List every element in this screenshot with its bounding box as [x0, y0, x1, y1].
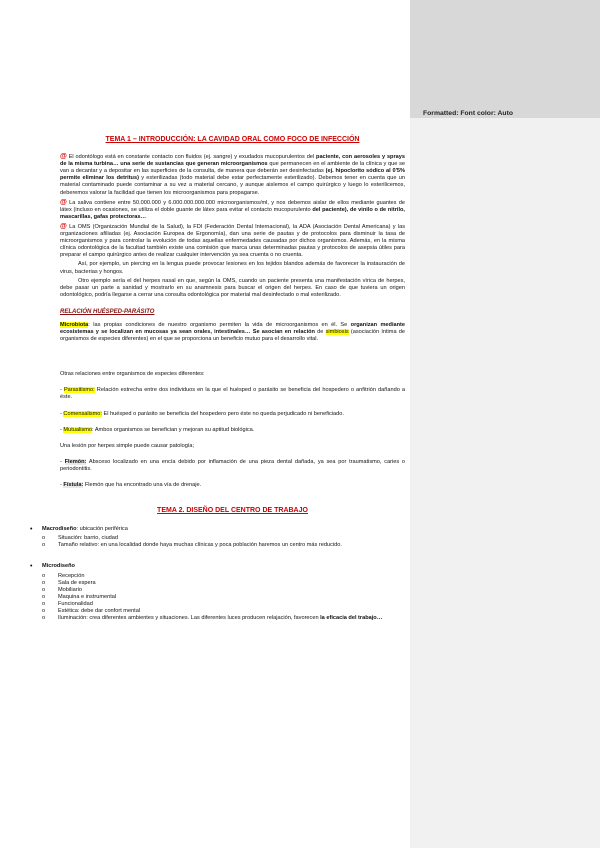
macro-sublist [42, 535, 405, 549]
tema2-list [28, 526, 405, 622]
item-fistula: - Fístula: Flemón que ha encontrado una vía de drenaje. [60, 482, 202, 488]
list-item: o Funcionalidad [42, 600, 93, 607]
bullet-icon: • [30, 526, 33, 534]
subheading-huesped-parasito: RELACIÓN HUÉSPED-PARÁSITO [60, 308, 155, 315]
bullet-icon: • [30, 563, 33, 571]
paragraph-piercing: Así, por ejemplo, un piercing en la lengua puede provocar lesiones en los tejidos blandos además de favorecer la instauración de virus, bacterias y hongos. [60, 261, 405, 275]
paragraph-odontologo: @ El odontólogo está en constante contacto con fluidos (ej. sangre) y exudados mucopurulentos del paciente, con aerosoles y sprays de la misma turbina… una serie de sustancias que generan microorganismos que permanecen en el ambiente de la clínica y que se van a decantar y a depositar en las superficies de la consulta, de manera que deberán ser desinfectadas (ej. hipoclorito sódico al 0'5% permite eliminar los detritus) y esterilizadas (todo material debe estar perfectamente esterilizado). Debemos tener en cuenta que un material contaminado puede contaminar a su vez a material cercano, y aunque aislemos el campo quirúrgico y luego lo esterilicemos, deberemos valorar la facilidad que tienen los microorganismos para propagarse. [60, 153, 405, 196]
list-item-iluminacion: o Iluminación: crea diferentes ambientes y situaciones. Las diferentes luces producen relajación, favorecen la eficacia del trabajo… [42, 615, 383, 622]
comment-margin-pane [410, 0, 600, 848]
paragraph-otras-relaciones: Otras relaciones entre organismos de especies diferentes: [60, 371, 205, 378]
paragraph-oms: @ La OMS (Organización Mundial de la Salud), la FDI (Federación Dental Internacional), la ADA (Asociación Dental Americana) y las organizaciones afiliadas (ej. Asociación Europea de Ergonomía), dan una serie de pautas y de protocolos para disminuir la tasa de microorganismos y para controlar la evolución de todas aquellas enfermedades causadas por dichos organismos. Además, en la misma clínica odontológica de la facultad también existe una comisión que marca unas determinadas pautas y protocolos de asepsia útiles para preparar el campo quirúrgico antes de realizar cualquier intervención ya sea cruenta o no cruenta. [60, 222, 405, 259]
ring-bullet-icon: o [42, 572, 46, 579]
list-item-macrodiseno: • Macrodiseño: ubicación periférica o Situación: barrio, ciudad o Tamaño relativo: en una localidad donde haya muchas clínicas y poca población haremos un centro más reducido. [28, 526, 405, 549]
paragraph-saliva: @ La saliva contiene entre 50.000.000 y 6.000.000.000.000 microorganismos/ml, y nos debemos aislar de ellos mediante guantes de látex (incluso en ocasiones, se utiliza el doble guante de látex para evitar el contacto mucopurulento del paciente), de vinilo o de nitrilo, mascarillas, gafas protectoras… [60, 198, 405, 220]
at-bullet-icon: @ [60, 153, 67, 161]
list-item: o Estética: debe dar confort mental [42, 608, 141, 615]
ring-bullet-icon: o [42, 542, 46, 549]
ring-bullet-icon: o [42, 615, 46, 622]
format-comment-label: Formatted: Font color: Auto [423, 110, 513, 117]
ring-bullet-icon: o [42, 593, 46, 600]
item-comensalismo: - Comensalismo: El huésped o parásito se beneficia del hospedero pero éste no queda perjudicado ni beneficiado. [60, 410, 344, 417]
item-flemon: - Flemón: Absceso localizado en una encía debido por inflamación de una pieza dental dañada, ya sea por traumatismo, caries o periodontitis. [60, 458, 405, 472]
paragraph-microbiota: Microbiota: las propias condiciones de nuestro organismo permiten la vida de microorganismos en él. Se organizan mediante ecosistemas y se localizan en mucosas ya sean orales, intestinales… Se asocian en relación de simbiosis (asociación íntima de organismos de especies diferentes) en el que se proporciona un beneficio mutuo para el desarrollo vital. [60, 321, 406, 343]
list-item: o Maquina e instrumental [42, 593, 117, 600]
list-item: o Tamaño relativo: en una localidad donde haya muchas clínicas y poca población haremos un centro más reducido. [42, 542, 342, 549]
tema2-heading: TEMA 2. DISEÑO DEL CENTRO DE TRABAJO [157, 507, 308, 515]
item-parasitismo: - Parasitismo: Relación estrecha entre dos individuos en la que el huésped o parásito se beneficia del hospedero o anfitrión dañando a éste. [60, 387, 405, 401]
tema1-heading: TEMA 1 – INTRODUCCIÓN: LA CAVIDAD ORAL COMO FOCO DE INFECCIÓN [105, 136, 360, 143]
ring-bullet-icon: o [42, 535, 46, 542]
list-item-microdiseno: • Microdiseño o Recepción o Sala de espera o Mobiliario o Maquina e instrumental o Funcionalidad o Estética: debe dar confort mental o Iluminación: crea diferentes ambientes y situaciones. Las diferentes luces producen relajación, favorecen la eficacia del trabajo… [28, 563, 405, 622]
ring-bullet-icon: o [42, 600, 46, 607]
ring-bullet-icon: o [42, 579, 46, 586]
micro-sublist [42, 573, 405, 623]
at-bullet-icon: @ [60, 222, 67, 230]
ring-bullet-icon: o [42, 608, 46, 615]
paragraph-lesion-herpes: Una lesión por herpes simple puede causar patología; [60, 442, 195, 449]
paragraph-herpes: Otro ejemplo sería el del herpes nasal en que, según la OMS, cuando un paciente presenta una manifestación vírica de herpes, debe pasar un parte a sanidad y mostrarlo en su anamnesis para buscar el origen del herpes. En caso de que tuviera un origen odontológico, podría llegarse a cerrar una consulta odontológica por material mal desinfectado o mal esterilizado. [60, 277, 405, 298]
item-mutualismo: - Mutualismo: Ambos organismos se benefician y mejoran su aptitud biológica. [60, 426, 255, 433]
list-item: o Mobiliario [42, 586, 82, 593]
ring-bullet-icon: o [42, 586, 46, 593]
list-item: o Sala de espera [42, 579, 96, 586]
at-bullet-icon: @ [60, 198, 67, 206]
list-item: o Recepción [42, 572, 85, 579]
document-body [30, 136, 406, 630]
format-comment-box[interactable] [410, 0, 600, 118]
list-item: o Situación: barrio, ciudad [42, 535, 119, 542]
